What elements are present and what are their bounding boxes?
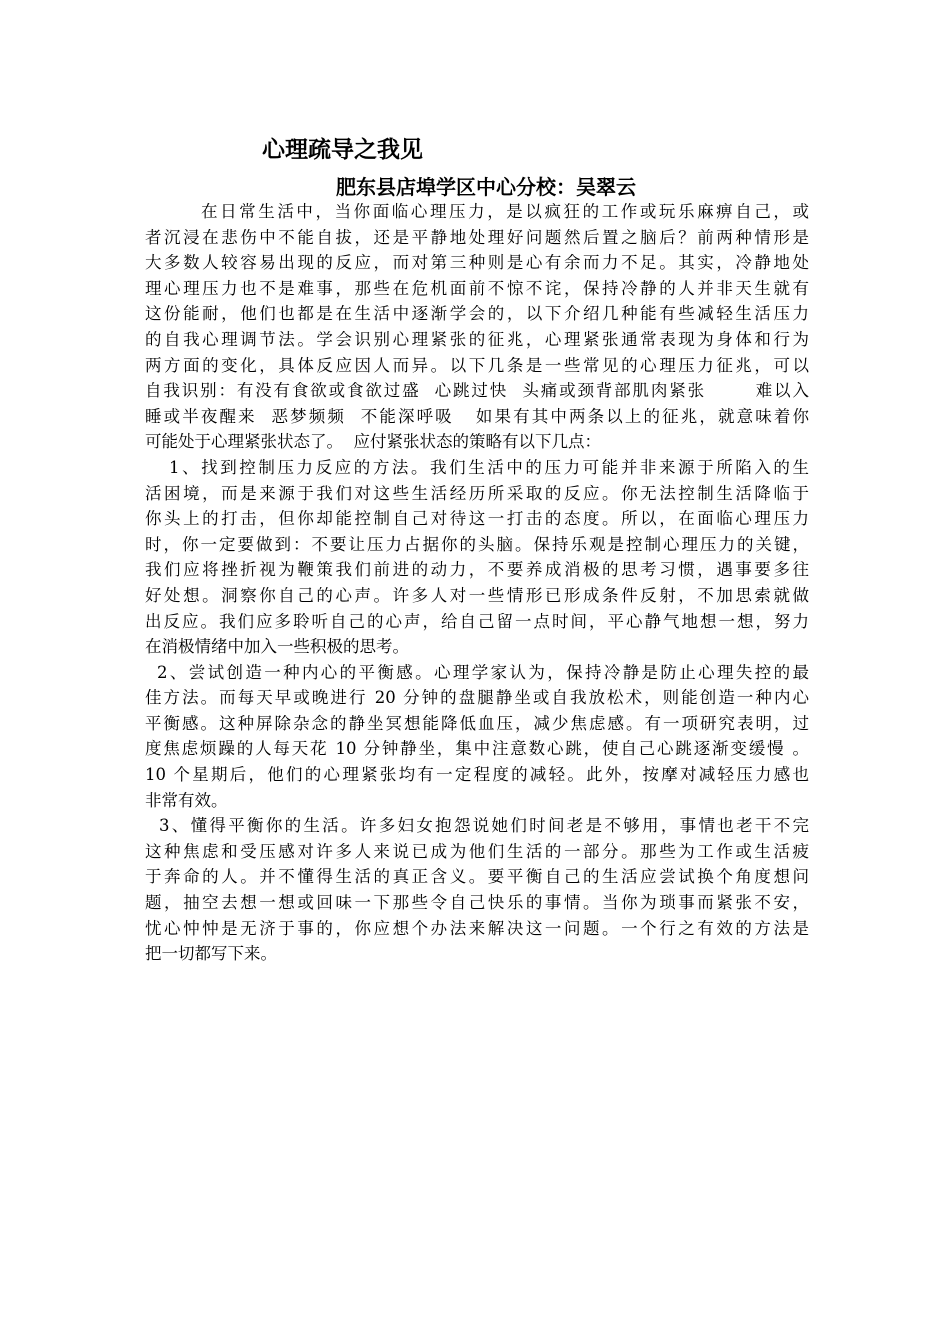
text-line: 你头上的打击，但你却能控制自己对待这一打击的态度。所以，在面临心理压力 xyxy=(145,509,809,529)
text-line: 这份能耐，他们也都是在生活中逐渐学会的，以下介绍几种能有些减轻生活压力 xyxy=(145,304,809,324)
document-body xyxy=(145,199,809,967)
text-line: 我们应将挫折视为鞭策我们前进的动力，不要养成消极的思考习惯，遇事要多往 xyxy=(145,560,809,580)
text-line: 3、懂得平衡你的生活。许多妇女抱怨说她们时间老是不够用，事情也老干不完 xyxy=(159,816,809,836)
text-line: 理心理压力也不是难事，那些在危机面前不惊不诧，保持冷静的人并非天生就有 xyxy=(145,278,809,298)
text-line: 平衡感。这种屏除杂念的静坐冥想能降低血压，减少焦虑感。有一项研究表明，过 xyxy=(145,713,809,733)
text-line: 好处想。洞察你自己的心声。许多人对一些情形已形成条件反射，不加思索就做 xyxy=(145,585,809,605)
document-title: 心理疏导之我见 xyxy=(262,136,423,163)
text-line: 出反应。我们应多聆听自己的心声，给自己留一点时间，平心静气地想一想，努力 xyxy=(145,611,809,631)
text-line: 活困境，而是来源于我们对这些生活经历所采取的反应。你无法控制生活降临于 xyxy=(145,483,809,503)
text-line: 者沉浸在悲伤中不能自拔，还是平静地处理好问题然后置之脑后？前两种情形是 xyxy=(145,227,809,247)
text-line: 在消极情绪中加入一些积极的思考。 xyxy=(145,637,409,657)
text-line: 把一切都写下来。 xyxy=(145,944,277,964)
paragraph-point-3 xyxy=(145,813,809,967)
text-line: 在日常生活中，当你面临心理压力，是以疯狂的工作或玩乐麻痹自己，或 xyxy=(201,202,809,221)
author-line: 肥东县店埠学区中心分校：吴翠云 xyxy=(336,175,636,199)
text-line: 大多数人较容易出现的反应，而对第三种则是心有余而力不足。其实，冷静地处 xyxy=(145,253,809,273)
paragraph-point-2 xyxy=(145,660,809,814)
text-line: 非常有效。 xyxy=(145,790,228,810)
text-line: 可能处于心理紧张状态了。 应付紧张状态的策略有以下几点： xyxy=(145,432,601,452)
text-line: 的自我心理调节法。学会识别心理紧张的征兆，心理紧张通常表现为身体和行为 xyxy=(145,329,809,349)
text-line: 佳方法。而每天早或晚进行 20 分钟的盘腿静坐或自我放松术，则能创造一种内心 xyxy=(145,688,809,708)
paragraph-point-1 xyxy=(145,455,809,660)
text-line: 时，你一定要做到：不要让压力占据你的头脑。保持乐观是控制心理压力的关键， xyxy=(145,534,809,554)
text-line: 1、找到控制压力反应的方法。我们生活中的压力可能并非来源于所陷入的生 xyxy=(169,457,809,477)
text-line: 自我识别：有没有食欲或食欲过盛 心跳过快 头痛或颈背部肌肉紧张 难以入 xyxy=(145,381,809,401)
text-line: 忧心忡忡是无济于事的，你应想个办法来解决这一问题。一个行之有效的方法是 xyxy=(145,918,809,938)
text-line: 题，抽空去想一想或回味一下那些令自己快乐的事情。当你为琐事而紧张不安， xyxy=(145,893,809,913)
text-line: 两方面的变化，具体反应因人而异。以下几条是一些常见的心理压力征兆，可以 xyxy=(145,355,809,375)
text-line: 睡或半夜醒来 恶梦频频 不能深呼吸 如果有其中两条以上的征兆，就意味着你 xyxy=(145,406,809,426)
text-line: 于奔命的人。并不懂得生活的真正含义。要平衡自己的生活应尝试换个角度想问 xyxy=(145,867,809,887)
paragraph-intro xyxy=(145,199,809,455)
text-line: 2、尝试创造一种内心的平衡感。心理学家认为，保持冷静是防止心理失控的最 xyxy=(157,662,809,682)
text-line: 度焦虑烦躁的人每天花 10 分钟静坐，集中注意数心跳，使自己心跳逐渐变缓慢 。 xyxy=(145,739,809,759)
text-line: 10 个星期后，他们的心理紧张均有一定程度的减轻。此外，按摩对减轻压力感也 xyxy=(145,765,809,785)
text-line: 这种焦虑和受压感对许多人来说已成为他们生活的一部分。那些为工作或生活疲 xyxy=(145,841,809,861)
